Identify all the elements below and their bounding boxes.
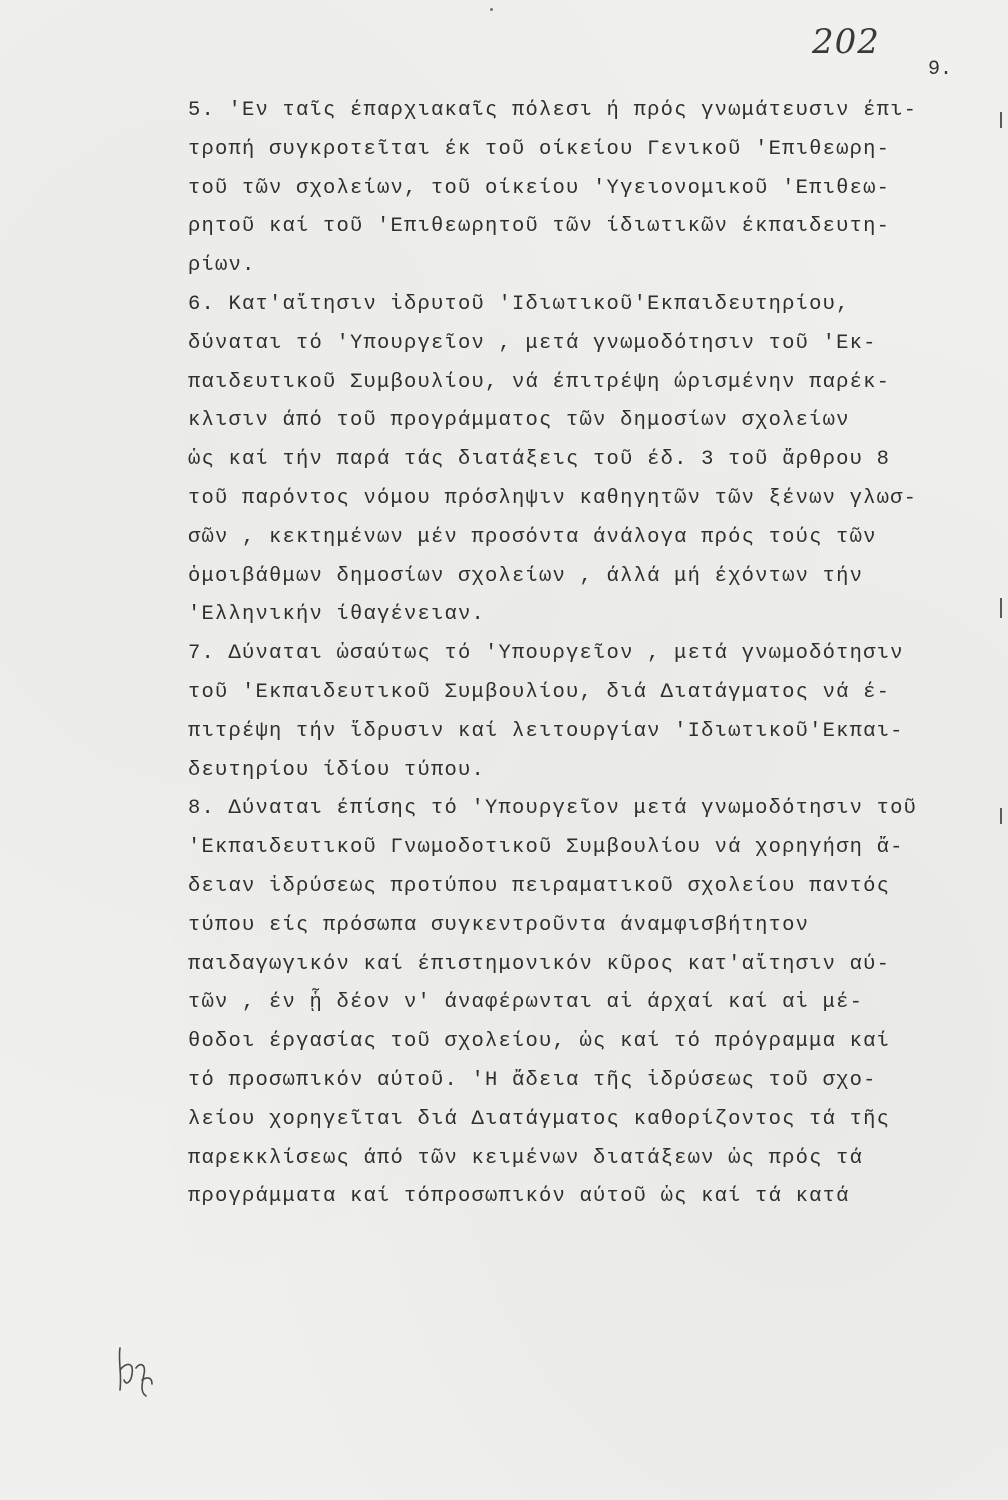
handwritten-initials-icon [112, 1340, 158, 1400]
text-line: θοδοι έργασίας τοῦ σχολείου, ὡς καί τό πρόγραμμα καί [188, 1030, 891, 1054]
text-line: 8. Δύναται έπίσης τό 'Υπουργεῖον μετά γνωμοδότησιν τοῦ [188, 797, 918, 821]
page-number: 9. [928, 58, 953, 81]
text-line: παρεκκλίσεως άπό τῶν κειμένων διατάξεων ὡς πρός τά [188, 1146, 864, 1170]
text-line: τό προσωπικόν αύτοῦ. 'Η ἄδεια τῆς ἱδρύσεως τοῦ σχο- [188, 1068, 877, 1092]
text-line: λείου χορηγεῖται διά Διατάγματος καθορίζοντος τά τῆς [188, 1107, 891, 1131]
text-line: προγράμματα καί τόπροσωπικόν αύτοῦ ὡς καί τά κατά [188, 1185, 850, 1209]
text-line: σῶν , κεκτημένων μέν προσόντα άνάλογα πρός τούς τῶν [188, 525, 877, 549]
text-line: τοῦ παρόντος νόμου πρόσληψιν καθηγητῶν τῶν ξένων γλωσ- [188, 486, 918, 510]
handwritten-folio-number: 202 [812, 22, 880, 62]
text-line: ὡς καί τήν παρά τάς διατάξεις τοῦ έδ. 3 τοῦ ἄρθρου 8 [188, 448, 891, 472]
margin-mark [1000, 808, 1002, 824]
paper-speck [490, 8, 493, 11]
text-line: 'Ελληνικήν ίθαγένειαν. [188, 603, 486, 627]
text-line: ὁμοιβάθμων δημοσίων σχολείων , άλλά μή έχόντων τήν [188, 564, 864, 588]
text-line: τοῦ 'Εκπαιδευτικοῦ Συμβουλίου, διά Διατάγματος νά έ- [188, 680, 891, 704]
typewritten-text-block [188, 92, 978, 1217]
text-line: παιδαγωγικόν καί έπιστημονικόν κῦρος κατ'αἴτησιν αύ- [188, 952, 891, 976]
text-line: 5. 'Εν ταῖς έπαρχιακαῖς πόλεσι ή πρός γνωμάτευσιν έπι- [188, 99, 918, 122]
text-line: τροπή συγκροτεῖται έκ τοῦ οίκείου Γενικοῦ 'Επιθεωρη- [188, 137, 891, 161]
text-line: πιτρέψη τήν ἵδρυσιν καί λειτουργίαν 'Ιδιωτικοῦ'Εκπαι- [188, 719, 904, 743]
margin-mark [1000, 598, 1002, 618]
text-line: 6. Κατ'αἴτησιν ἰδρυτοῦ 'Ιδιωτικοῦ'Εκπαιδευτηρίου, [188, 292, 850, 316]
text-line: παιδευτικοῦ Συμβουλίου, νά έπιτρέψη ώρισμένην παρέκ- [188, 370, 891, 394]
text-line: τῶν , έν ᾗ δέον ν' άναφέρωνται αἱ άρχαί καί αἱ μέ- [188, 991, 864, 1015]
margin-mark [1000, 112, 1002, 128]
text-line: δύναται τό 'Υπουργεῖον , μετά γνωμοδότησιν τοῦ 'Εκ- [188, 331, 877, 355]
text-line: ρίων. [188, 254, 256, 278]
text-line: 7. Δύναται ὡσαύτως τό 'Υπουργεῖον , μετά γνωμοδότησιν [188, 642, 904, 666]
text-line: δειαν ἱδρύσεως προτύπου πειραματικοῦ σχολείου παντός [188, 874, 891, 898]
text-line: τύπου είς πρόσωπα συγκεντροῦντα άναμφισβήτητον [188, 913, 810, 937]
text-line: 'Εκπαιδευτικοῦ Γνωμοδοτικοῦ Συμβουλίου νά χορηγήση ἄ- [188, 836, 904, 860]
text-line: τοῦ τῶν σχολείων, τοῦ οίκείου 'Υγειονομικοῦ 'Επιθεω- [188, 176, 891, 200]
text-line: ρητοῦ καί τοῦ 'Επιθεωρητοῦ τῶν ίδιωτικῶν έκπαιδευτη- [188, 215, 891, 239]
text-line: κλισιν άπό τοῦ προγράμματος τῶν δημοσίων σχολείων [188, 409, 850, 433]
text-line: δευτηρίου ίδίου τύπου. [188, 758, 486, 782]
